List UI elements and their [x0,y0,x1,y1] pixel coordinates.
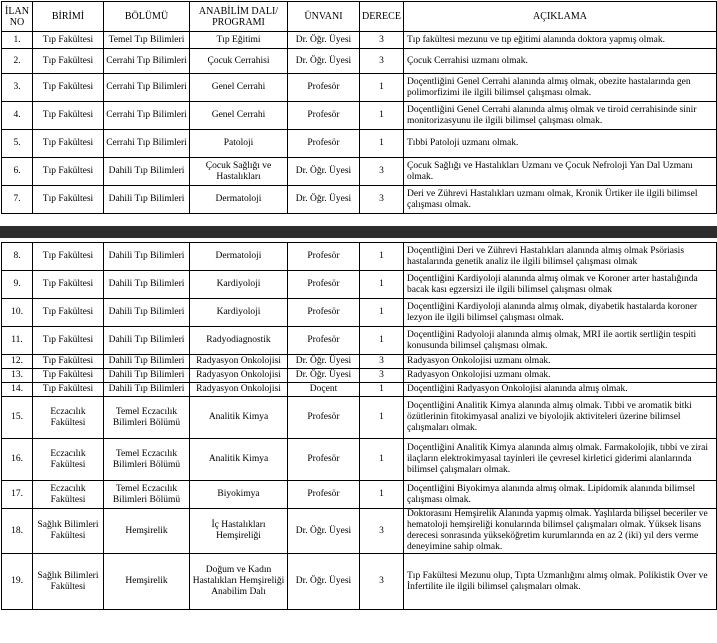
table-row [2,271,717,299]
cell-no: 9. [2,271,33,299]
cell-derece: 1 [360,102,404,130]
cell-unvan: Dr. Öğr. Üyesi [288,509,360,554]
cell-derece: 1 [360,439,404,481]
cell-derece: 1 [360,383,404,397]
cell-aciklama: Doçentliğini Radyasyon Onkolojisi alanında almış olmak. [404,383,717,397]
table-row [2,299,717,327]
positions-table-top [1,1,717,214]
cell-anabilim: Analitik Kimya [190,397,288,439]
cell-no: 14. [2,383,33,397]
cell-derece: 1 [360,397,404,439]
cell-unvan: Doçent [288,383,360,397]
page-break-divider [0,226,717,238]
cell-anabilim: Radyasyon Onkolojisi [190,369,288,383]
cell-no: 5. [2,130,33,158]
cell-aciklama: Deri ve Zührevi Hastalıkları uzmanı olmak, Kronik Ürtiker ile ilgili bilimsel çalışması olmak. [404,186,717,214]
cell-birim: Tıp Fakültesi [33,74,104,102]
cell-no: 4. [2,102,33,130]
cell-aciklama: Tıp fakültesi mezunu ve tıp eğitimi alanında doktora yapmış olmak. [404,32,717,49]
cell-bolum: Dahili Tıp Bilimleri [104,186,190,214]
cell-unvan: Profesör [288,439,360,481]
table-row [2,383,717,397]
cell-aciklama: Doçentliğini Analitik Kimya alanında almış olmak. Farmakolojik, tıbbi ve zirai ilaçların elektrokimyasal tayinleri ile çevresel kirletici giderimi alanlarında bilimsel çalışmaları olmak. [404,439,717,481]
cell-bolum: Cerrahi Tıp Bilimleri [104,49,190,74]
cell-bolum: Dahili Tıp Bilimleri [104,355,190,369]
header-no: İLAN NO [2,2,33,32]
header-unvan: ÜNVANI [288,2,360,32]
cell-unvan: Dr. Öğr. Üyesi [288,49,360,74]
cell-bolum: Hemşirelik [104,554,190,610]
cell-no: 1. [2,32,33,49]
header-aciklama: AÇIKLAMA [404,2,717,32]
table-row [2,243,717,271]
cell-birim: Tıp Fakültesi [33,102,104,130]
cell-no: 3. [2,74,33,102]
cell-anabilim: Dermatoloji [190,186,288,214]
cell-aciklama: Doçentliğini Kardiyoloji alanında almış olmak, diyabetik hastalarda koroner lezyon ile ilgili bilimsel çalışması olmak. [404,299,717,327]
cell-birim: Eczacılık Fakültesi [33,439,104,481]
cell-no: 15. [2,397,33,439]
cell-derece: 1 [360,299,404,327]
cell-birim: Tıp Fakültesi [33,243,104,271]
table-row [2,509,717,554]
cell-birim: Tıp Fakültesi [33,158,104,186]
table-row [2,32,717,49]
cell-derece: 1 [360,271,404,299]
cell-unvan: Profesör [288,481,360,509]
cell-bolum: Cerrahi Tıp Bilimleri [104,102,190,130]
cell-aciklama: Doçentliğini Deri ve Zührevi Hastalıkları alanında almış olmak Psöriasis hastalarında genetik analiz ile ilgili bilimsel çalışması olmak [404,243,717,271]
cell-derece: 1 [360,130,404,158]
cell-anabilim: Çocuk Cerrahisi [190,49,288,74]
cell-aciklama: Doktorasını Hemşirelik Alanında yapmış olmak. Yaşlılarda bilişsel beceriler ve hematoloji hemşireliği konularında bilimsel çalışmaları olmak. Yüksek lisans derecesi sonrasında yükseköğretim kurumlarında en az 2 (iki) yıl ders verme deneyimine sahip olmak. [404,509,717,554]
cell-anabilim: Biyokimya [190,481,288,509]
cell-derece: 1 [360,327,404,355]
cell-birim: Tıp Fakültesi [33,299,104,327]
cell-bolum: Temel Eczacılık Bilimleri Bölümü [104,481,190,509]
cell-no: 18. [2,509,33,554]
cell-anabilim: Doğum ve Kadın Hastalıkları Hemşireliği Anabilim Dalı [190,554,288,610]
cell-anabilim: Analitik Kimya [190,439,288,481]
cell-birim: Tıp Fakültesi [33,49,104,74]
table-body-top [2,32,717,214]
cell-bolum: Temel Tıp Bilimleri [104,32,190,49]
cell-birim: Eczacılık Fakültesi [33,397,104,439]
cell-birim: Tıp Fakültesi [33,32,104,49]
table-row [2,327,717,355]
cell-aciklama: Doçentliğini Analitik Kimya alanında almış olmak. Tıbbi ve aromatik bitki özütlerinin fitokimyasal analizi ve biyolojik aktiviteleri üzerine bilimsel çalışmaları olmak. [404,397,717,439]
cell-bolum: Dahili Tıp Bilimleri [104,327,190,355]
cell-derece: 3 [360,355,404,369]
cell-derece: 1 [360,481,404,509]
cell-birim: Tıp Fakültesi [33,383,104,397]
cell-birim: Sağlık Bilimleri Fakültesi [33,509,104,554]
cell-unvan: Dr. Öğr. Üyesi [288,186,360,214]
cell-birim: Eczacılık Fakültesi [33,481,104,509]
cell-no: 11. [2,327,33,355]
cell-aciklama: Doçentliğini Biyokimya alanında almış olmak. Lipidomik alanında bilimsel çalışması olmak. [404,481,717,509]
cell-no: 19. [2,554,33,610]
cell-anabilim: Radyasyon Onkolojisi [190,383,288,397]
cell-birim: Tıp Fakültesi [33,327,104,355]
table-row [2,158,717,186]
cell-anabilim: İç Hastalıkları Hemşireliği [190,509,288,554]
cell-no: 6. [2,158,33,186]
table-body-bottom [2,243,717,610]
cell-birim: Tıp Fakültesi [33,186,104,214]
cell-unvan: Profesör [288,74,360,102]
cell-no: 10. [2,299,33,327]
cell-no: 7. [2,186,33,214]
table-row [2,439,717,481]
cell-aciklama: Doçentliğini Kardiyoloji alanında almış olmak ve Koroner arter hastalığında bacak kası egzersizi ile ilgili bilimsel çalışması olmak [404,271,717,299]
cell-bolum: Temel Eczacılık Bilimleri Bölümü [104,397,190,439]
cell-unvan: Profesör [288,299,360,327]
cell-no: 8. [2,243,33,271]
cell-birim: Sağlık Bilimleri Fakültesi [33,554,104,610]
cell-bolum: Dahili Tıp Bilimleri [104,158,190,186]
cell-aciklama: Doçentliğini Radyoloji alanında almış olmak, MRI ile aortik sertliğin tespiti konusunda bilimsel çalışması olmak. [404,327,717,355]
cell-aciklama: Radyasyon Onkolojisi uzmanı olmak. [404,355,717,369]
table-row [2,49,717,74]
table-row [2,397,717,439]
cell-derece: 3 [360,369,404,383]
cell-no: 17. [2,481,33,509]
header-anabilim: ANABİLİM DALI/ PROGRAMI [190,2,288,32]
cell-unvan: Dr. Öğr. Üyesi [288,554,360,610]
cell-unvan: Dr. Öğr. Üyesi [288,158,360,186]
cell-bolum: Temel Eczacılık Bilimleri Bölümü [104,439,190,481]
cell-unvan: Dr. Öğr. Üyesi [288,32,360,49]
cell-anabilim: Çocuk Sağlığı ve Hastalıkları [190,158,288,186]
header-bolum: BÖLÜMÜ [104,2,190,32]
cell-no: 2. [2,49,33,74]
cell-no: 16. [2,439,33,481]
cell-anabilim: Radyodiagnostik [190,327,288,355]
table-row [2,130,717,158]
cell-aciklama: Radyasyon Onkolojisi uzmanı olmak. [404,369,717,383]
table-row [2,74,717,102]
cell-derece: 3 [360,509,404,554]
cell-aciklama: Çocuk Sağlığı ve Hastalıkları Uzmanı ve Çocuk Nefroloji Yan Dal Uzmanı olmak. [404,158,717,186]
cell-anabilim: Genel Cerrahi [190,74,288,102]
table-row [2,102,717,130]
cell-bolum: Dahili Tıp Bilimleri [104,299,190,327]
table-row [2,186,717,214]
cell-derece: 3 [360,186,404,214]
cell-birim: Tıp Fakültesi [33,355,104,369]
cell-anabilim: Kardiyoloji [190,299,288,327]
cell-aciklama: Doçentliğini Genel Cerrahi alanında almış olmak, obezite hastalarında gen polimorfizimi ile ilgili bilimsel çalışması olmak. [404,74,717,102]
cell-derece: 1 [360,243,404,271]
header-derece: DERECE [360,2,404,32]
cell-birim: Tıp Fakültesi [33,130,104,158]
cell-bolum: Dahili Tıp Bilimleri [104,243,190,271]
cell-bolum: Dahili Tıp Bilimleri [104,383,190,397]
cell-unvan: Profesör [288,327,360,355]
cell-bolum: Dahili Tıp Bilimleri [104,271,190,299]
cell-unvan: Profesör [288,130,360,158]
cell-unvan: Dr. Öğr. Üyesi [288,369,360,383]
cell-derece: 3 [360,158,404,186]
cell-no: 12. [2,355,33,369]
cell-unvan: Profesör [288,102,360,130]
table-row [2,355,717,369]
cell-birim: Tıp Fakültesi [33,369,104,383]
cell-anabilim: Kardiyoloji [190,271,288,299]
cell-aciklama: Doçentliğini Genel Cerrahi alanında almış olmak ve tiroid cerrahisinde sinir monitorizasyunu ile ilgili bilimsel çalışması olmak. [404,102,717,130]
table-row [2,369,717,383]
cell-bolum: Cerrahi Tıp Bilimleri [104,130,190,158]
cell-no: 13. [2,369,33,383]
cell-aciklama: Tıbbi Patoloji uzmanı olmak. [404,130,717,158]
cell-derece: 3 [360,49,404,74]
cell-unvan: Profesör [288,243,360,271]
cell-unvan: Profesör [288,397,360,439]
table-row [2,481,717,509]
cell-derece: 3 [360,32,404,49]
cell-bolum: Dahili Tıp Bilimleri [104,369,190,383]
cell-bolum: Cerrahi Tıp Bilimleri [104,74,190,102]
cell-birim: Tıp Fakültesi [33,271,104,299]
table-row [2,554,717,610]
cell-bolum: Hemşirelik [104,509,190,554]
cell-anabilim: Patoloji [190,130,288,158]
cell-anabilim: Genel Cerrahi [190,102,288,130]
cell-aciklama: Tıp Fakültesi Mezunu olup, Tıpta Uzmanlığını almış olmak. Polikistik Over ve İnfertilite ile ilgili bilimsel çalışmaları olmak. [404,554,717,610]
header-row [2,2,717,32]
cell-unvan: Dr. Öğr. Üyesi [288,355,360,369]
positions-table-bottom [1,242,717,610]
cell-anabilim: Dermatoloji [190,243,288,271]
cell-derece: 3 [360,554,404,610]
header-birim: BİRİMİ [33,2,104,32]
cell-anabilim: Tıp Eğitimi [190,32,288,49]
cell-unvan: Profesör [288,271,360,299]
cell-anabilim: Radyasyon Onkolojisi [190,355,288,369]
cell-derece: 1 [360,74,404,102]
cell-aciklama: Çocuk Cerrahisi uzmanı olmak. [404,49,717,74]
